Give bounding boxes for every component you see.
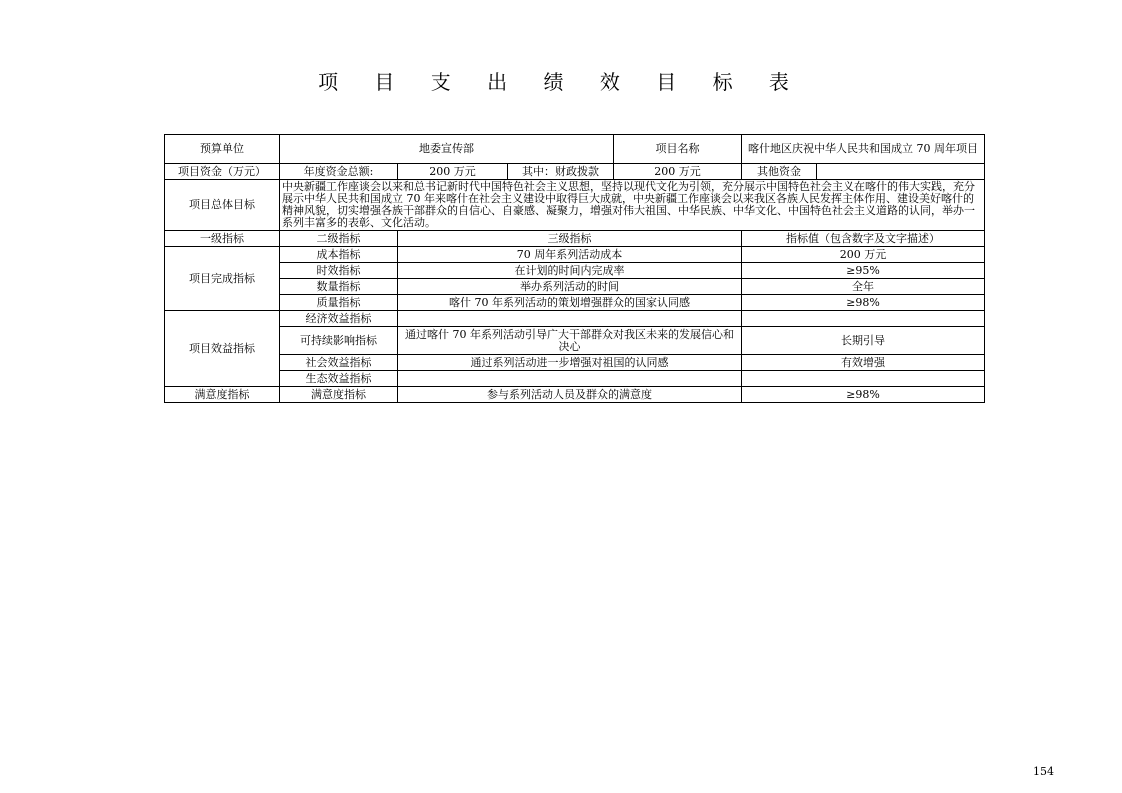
level3-cell: 通过喀什 70 年系列活动引导广大干部群众对我区未来的发展信心和决心 — [398, 327, 742, 355]
table-row — [165, 327, 985, 355]
table-row — [165, 371, 985, 387]
funds-label: 项目资金（万元） — [165, 164, 280, 180]
fiscal-label: 其中：财政拨款 — [508, 164, 614, 180]
indicator-value-cell: 长期引导 — [742, 327, 985, 355]
indicator-value-header: 指标值（包含数字及文字描述） — [742, 231, 985, 247]
other-funds-label: 其他资金 — [742, 164, 817, 180]
budget-unit-label: 预算单位 — [165, 135, 280, 164]
overall-goal-row — [165, 180, 985, 231]
indicator-value-cell: 有效增强 — [742, 355, 985, 371]
level2-cell: 时效指标 — [280, 263, 398, 279]
level2-cell: 数量指标 — [280, 279, 398, 295]
indicator-value-cell: ≥98% — [742, 295, 985, 311]
level3-cell — [398, 311, 742, 327]
page-number: 154 — [1033, 765, 1054, 778]
level1-header: 一级指标 — [165, 231, 280, 247]
table-row — [165, 247, 985, 263]
table-row — [165, 311, 985, 327]
indicator-value-cell: ≥95% — [742, 263, 985, 279]
level3-cell: 70 周年系列活动成本 — [398, 247, 742, 263]
budget-unit-value: 地委宣传部 — [280, 135, 614, 164]
indicator-header-row — [165, 231, 985, 247]
level2-header: 二级指标 — [280, 231, 398, 247]
level2-cell: 质量指标 — [280, 295, 398, 311]
level3-cell — [398, 371, 742, 387]
satisfaction-indicator-label: 满意度指标 — [165, 387, 280, 403]
level2-cell: 社会效益指标 — [280, 355, 398, 371]
level2-cell: 满意度指标 — [280, 387, 398, 403]
performance-target-table — [164, 134, 985, 403]
indicator-value-cell — [742, 311, 985, 327]
overall-goal-text: 中央新疆工作座谈会以来和总书记新时代中国特色社会主义思想，坚持以现代文化为引领，充分展示中国特色社会主义在喀什的伟大实践，充分展示中华人民共和国成立 70 年来喀什在社会主义建设中取得巨大成就，中央新疆工作座谈会以来我区各族人民发挥主体作用、建设美好喀什的精神风貌，切实增强各族干部群众的自信心、自豪感、凝聚力，增强对伟大祖国、中华民族、中华文化、中国特色社会主义道路的认同，举办一系列丰富多的表彰、文化活动。 — [280, 180, 985, 231]
indicator-value-cell: 200 万元 — [742, 247, 985, 263]
table-row — [165, 355, 985, 371]
level2-cell: 经济效益指标 — [280, 311, 398, 327]
budget-unit-row — [165, 135, 985, 164]
level3-cell: 通过系列活动进一步增强对祖国的认同感 — [398, 355, 742, 371]
fiscal-value: 200 万元 — [614, 164, 742, 180]
completion-indicator-label: 项目完成指标 — [165, 247, 280, 311]
level3-cell: 参与系列活动人员及群众的满意度 — [398, 387, 742, 403]
level3-header: 三级指标 — [398, 231, 742, 247]
overall-goal-label: 项目总体目标 — [165, 180, 280, 231]
satisfaction-row — [165, 387, 985, 403]
indicator-value-cell — [742, 371, 985, 387]
level2-cell: 生态效益指标 — [280, 371, 398, 387]
page-title: 项 目 支 出 绩 效 目 标 表 — [318, 70, 804, 94]
table-row — [165, 295, 985, 311]
table-row — [165, 279, 985, 295]
table-row — [165, 263, 985, 279]
level3-cell: 在计划的时间内完成率 — [398, 263, 742, 279]
level2-cell: 成本指标 — [280, 247, 398, 263]
level3-cell: 举办系列活动的时间 — [398, 279, 742, 295]
annual-total-value: 200 万元 — [398, 164, 508, 180]
annual-total-label: 年度资金总额: — [280, 164, 398, 180]
other-funds-value — [817, 164, 985, 180]
project-name-label: 项目名称 — [614, 135, 742, 164]
funds-row — [165, 164, 985, 180]
level3-cell: 喀什 70 年系列活动的策划增强群众的国家认同感 — [398, 295, 742, 311]
project-name-value: 喀什地区庆祝中华人民共和国成立 70 周年项目 — [742, 135, 985, 164]
indicator-value-cell: 全年 — [742, 279, 985, 295]
level2-cell: 可持续影响指标 — [280, 327, 398, 355]
indicator-value-cell: ≥98% — [742, 387, 985, 403]
benefit-indicator-label: 项目效益指标 — [165, 311, 280, 387]
